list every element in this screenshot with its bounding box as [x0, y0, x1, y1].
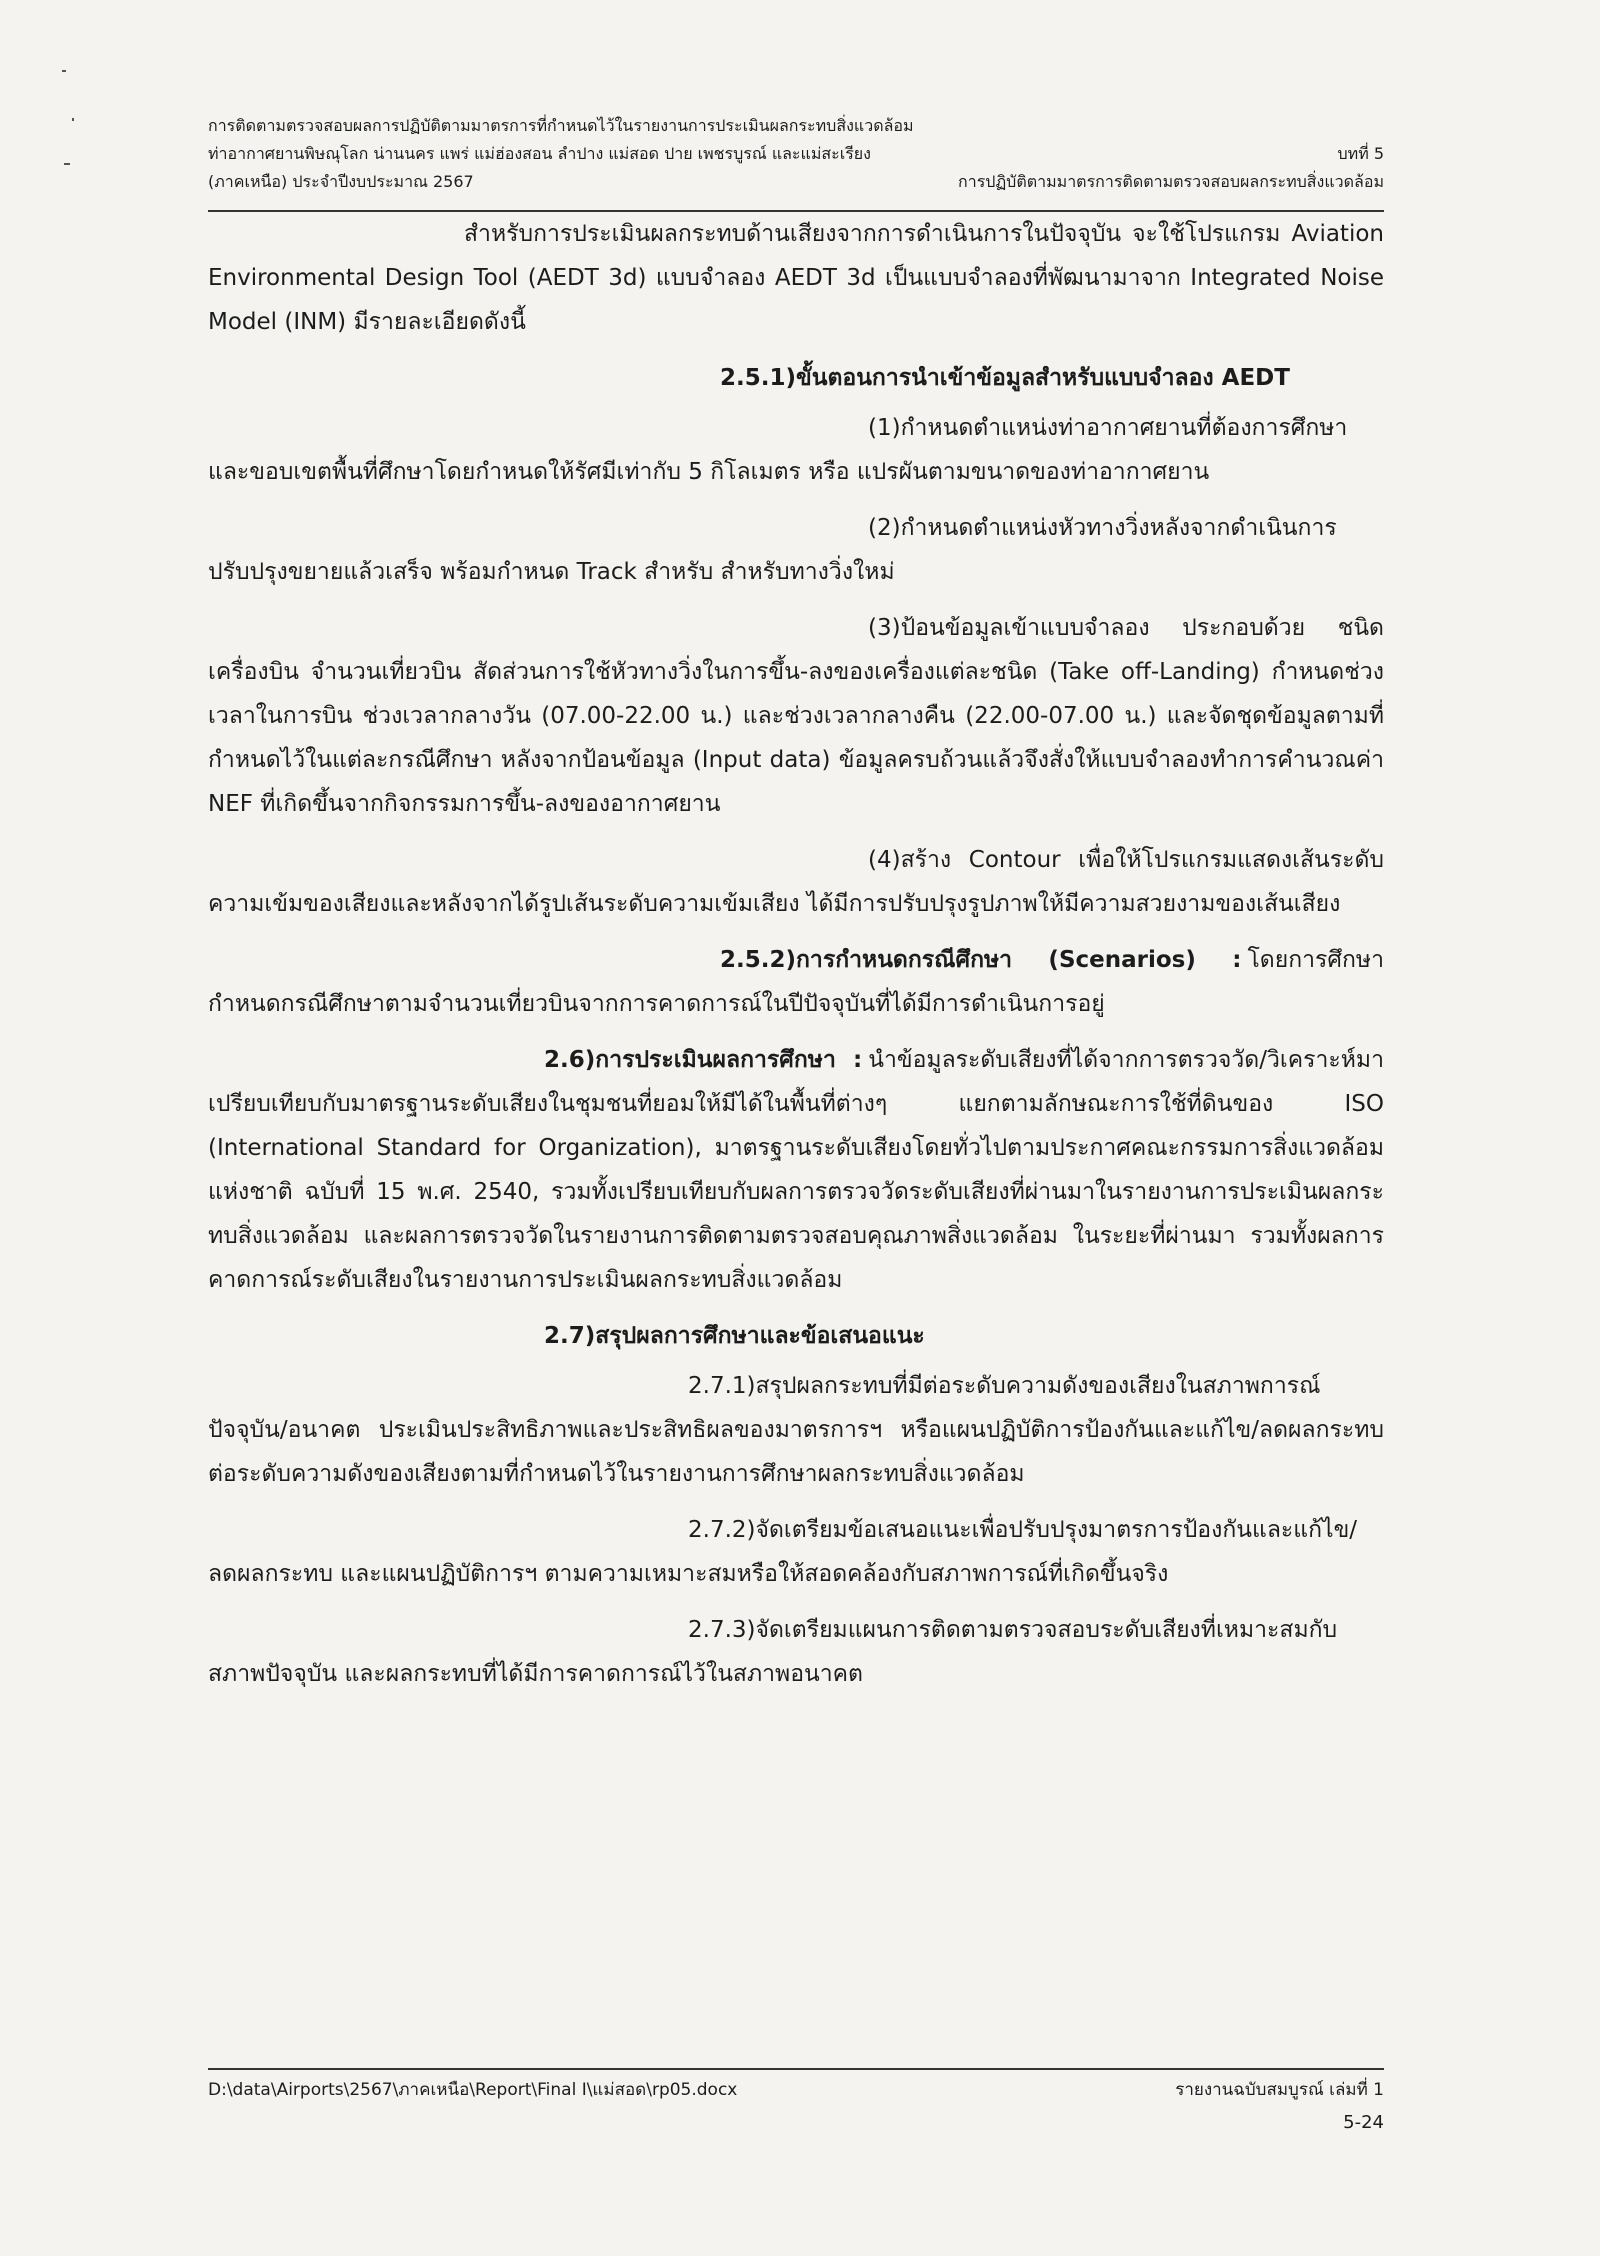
list-item	[208, 1508, 1384, 1596]
item-text: จัดเตรียมแผนการติดตามตรวจสอบระดับเสียงที่เหมาะสมกับสภาพปัจจุบัน และผลกระทบที่ได้มีการคาดการณ์ไว้ในสภาพอนาคต	[208, 1617, 1338, 1687]
header-chapter-title: การปฏิบัติตามมาตรการติดตามตรวจสอบผลกระทบสิ่งแวดล้อม	[958, 172, 1384, 191]
item-number: 2.7.2)	[688, 1517, 756, 1543]
item-text: สร้าง Contour เพื่อให้โปรแกรมแสดงเส้นระดับความเข้มของเสียงและหลังจากได้รูปเส้นระดับความเข้มเสียง ได้มีการปรับปรุงรูปภาพให้มีความสวยงามของเส้นเสียง	[208, 847, 1384, 917]
section-2-7-heading	[208, 1314, 1384, 1358]
section-number: 2.6)	[544, 1047, 596, 1073]
page-number: 5-24	[1343, 2112, 1384, 2133]
footer-divider	[208, 2068, 1384, 2070]
section-title: ขั้นตอนการนำเข้าข้อมูลสำหรับแบบจำลอง AEDT	[796, 365, 1290, 391]
header-fiscal-year: (ภาคเหนือ) ประจำปีงบประมาณ 2567	[208, 172, 474, 191]
section-title: การกำหนดกรณีศึกษา (Scenarios) :	[796, 947, 1242, 973]
item-text: กำหนดตำแหน่งหัวทางวิ่งหลังจากดำเนินการปรับปรุงขยายแล้วเสร็จ พร้อมกำหนด Track สำหรับ สำหรับทางวิ่งใหม่	[208, 515, 1337, 585]
intro-paragraph: สำหรับการประเมินผลกระทบด้านเสียงจากการดำเนินการในปัจจุบัน จะใช้โปรแกรม Aviation Environmental Design Tool (AEDT 3d) แบบจำลอง AEDT 3d เป็นแบบจำลองที่พัฒนามาจาก Integrated Noise Model (INM) มีรายละเอียดดังนี้	[208, 221, 1384, 335]
page-header	[208, 112, 1384, 196]
header-line-1	[208, 112, 1384, 140]
section-text: นำข้อมูลระดับเสียงที่ได้จากการตรวจวัด/วิเคราะห์มาเปรียบเทียบกับมาตรฐานระดับเสียงในชุมชนที่ยอมให้มีได้ในพื้นที่ต่างๆ แยกตามลักษณะการใช้ที่ดินของ ISO (International Standard for Organization), มาตรฐานระดับเสียงโดยทั่วไปตามประกาศคณะกรรมการสิ่งแวดล้อมแห่งชาติ ฉบับที่ 15 พ.ศ. 2540, รวมทั้งเปรียบเทียบกับผลการตรวจวัดระดับเสียงที่ผ่านมาในรายงานการประเมินผลกระทบสิ่งแวดล้อม และผลการตรวจวัดในรายงานการติดตามตรวจสอบคุณภาพสิ่งแวดล้อม ในระยะที่ผ่านมา รวมทั้งผลการคาดการณ์ระดับเสียงในรายงานการประเมินผลกระทบสิ่งแวดล้อม	[208, 1047, 1384, 1293]
item-number: (3)	[868, 615, 901, 641]
page-body	[208, 212, 1384, 1708]
item-number: 2.7.3)	[688, 1617, 756, 1643]
list-item	[208, 838, 1384, 926]
item-number: (2)	[868, 515, 901, 541]
section-2-6-paragraph	[208, 1038, 1384, 1302]
section-title: การประเมินผลการศึกษา :	[595, 1047, 863, 1073]
list-item	[208, 406, 1384, 494]
scan-speck	[62, 70, 66, 72]
section-text: โดยการศึกษากำหนดกรณีศึกษาตามจำนวนเที่ยวบินจากการคาดการณ์ในปีปัจจุบันที่ได้มีการดำเนินการอยู่	[208, 947, 1384, 1017]
footer-row	[208, 2076, 1384, 2106]
list-item	[208, 506, 1384, 594]
report-volume: รายงานฉบับสมบูรณ์ เล่มที่ 1	[1175, 2080, 1384, 2100]
section-number: 2.5.2)	[720, 947, 796, 973]
scan-speck	[64, 163, 70, 165]
item-text: สรุปผลกระทบที่มีต่อระดับความดังของเสียงในสภาพการณ์ปัจจุบัน/อนาคต ประเมินประสิทธิภาพและประสิทธิผลของมาตรการฯ หรือแผนปฏิบัติการป้องกันและแก้ไข/ลดผลกระทบต่อระดับความดังของเสียงตามที่กำหนดไว้ในรายงานการศึกษาผลกระทบสิ่งแวดล้อม	[208, 1373, 1384, 1487]
item-text: กำหนดตำแหน่งท่าอากาศยานที่ต้องการศึกษา และขอบเขตพื้นที่ศึกษาโดยกำหนดให้รัศมีเท่ากับ 5 กิโลเมตร หรือ แปรผันตามขนาดของท่าอากาศยาน	[208, 415, 1348, 485]
section-2-5-2-paragraph	[208, 938, 1384, 1026]
header-line-2	[208, 140, 1384, 168]
page-footer	[208, 2076, 1384, 2106]
section-title: สรุปผลการศึกษาและข้อเสนอแนะ	[595, 1323, 925, 1349]
section-number: 2.5.1)	[720, 365, 796, 391]
item-number: 2.7.1)	[688, 1373, 756, 1399]
item-text: จัดเตรียมข้อเสนอแนะเพื่อปรับปรุงมาตรการป้องกันและแก้ไข/ลดผลกระทบ และแผนปฏิบัติการฯ ตามความเหมาะสมหรือให้สอดคล้องกับสภาพการณ์ที่เกิดขึ้นจริง	[208, 1517, 1358, 1587]
header-line-3	[208, 168, 1384, 196]
header-chapter: บทที่ 5	[1337, 144, 1384, 163]
header-airports: ท่าอากาศยานพิษณุโลก น่านนคร แพร่ แม่ฮ่องสอน ลำปาง แม่สอด ปาย เพชรบูรณ์ และแม่สะเรียง	[208, 144, 871, 163]
scan-speck	[72, 118, 74, 121]
header-title: การติดตามตรวจสอบผลการปฏิบัติตามมาตรการที่กำหนดไว้ในรายงานการประเมินผลกระทบสิ่งแวดล้อม	[208, 116, 914, 135]
item-number: (1)	[868, 415, 901, 441]
section-number: 2.7)	[544, 1323, 596, 1349]
list-item	[208, 606, 1384, 826]
item-number: (4)	[868, 847, 901, 873]
file-path: D:\data\Airports\2567\ภาคเหนือ\Report\Final I\แม่สอด\rp05.docx	[208, 2080, 738, 2100]
list-item	[208, 1364, 1384, 1496]
list-item	[208, 1608, 1384, 1696]
item-text: ป้อนข้อมูลเข้าแบบจำลอง ประกอบด้วย ชนิดเครื่องบิน จำนวนเที่ยวบิน สัดส่วนการใช้หัวทางวิ่งในการขึ้น-ลงของเครื่องแต่ละชนิด (Take off-Landing) กำหนดช่วงเวลาในการบิน ช่วงเวลากลางวัน (07.00-22.00 น.) และช่วงเวลากลางคืน (22.00-07.00 น.) และจัดชุดข้อมูลตามที่กำหนดไว้ในแต่ละกรณีศึกษา หลังจากป้อนข้อมูล (Input data) ข้อมูลครบถ้วนแล้วจึงสั่งให้แบบจำลองทำการคำนวณค่า NEF ที่เกิดขึ้นจากกิจกรรมการขึ้น-ลงของอากาศยาน	[208, 615, 1384, 817]
section-2-5-1-heading	[208, 356, 1384, 400]
